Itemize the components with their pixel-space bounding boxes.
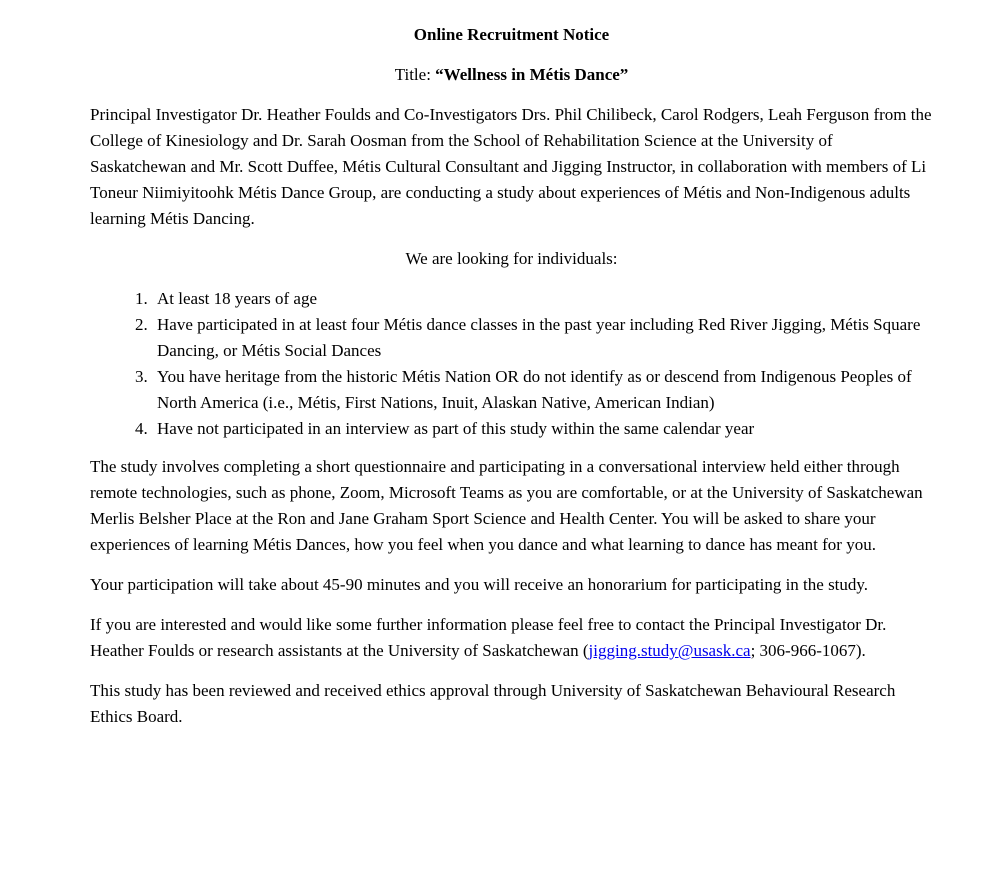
criteria-list — [90, 286, 933, 442]
email-link[interactable]: jigging.study@usask.ca — [588, 641, 751, 660]
document-heading: Online Recruitment Notice — [413, 25, 610, 44]
criteria-item-2: 2. Have participated in at least four Métis dance classes in the past year including Red River Jigging, Métis Square Dancing, or Métis Social Dances — [152, 312, 933, 364]
criteria-heading: We are looking for individuals: — [405, 249, 618, 268]
intro-paragraph: Principal Investigator Dr. Heather Foulds and Co-Investigators Drs. Phil Chilibeck, Carol Rodgers, Leah Ferguson from the College of Kinesiology and Dr. Sarah Oosman from the School of Rehabilitation Science at the University of Saskatchewan and Mr. Scott Duffee, Métis Cultural Consultant and Jigging Instructor, in collaboration with members of Li Toneur Niimiyitoohk Métis Dance Group, are conducting a study about experiences of Métis and Non-Indigenous adults learning Métis Dancing. — [90, 105, 932, 228]
contact-paragraph — [90, 612, 933, 664]
study-details-paragraph: The study involves completing a short questionnaire and participating in a conversational interview held either through remote technologies, such as phone, Zoom, Microsoft Teams as you are comfortable, or at the University of Saskatchewan Merlis Belsher Place at the Ron and Jane Graham Sport Science and Health Center. You will be asked to share your experiences of learning Métis Dances, how you feel when you dance and what learning to dance has meant for you. — [90, 457, 923, 554]
criteria-item-4: 4. Have not participated in an interview as part of this study within the same calendar year — [152, 416, 933, 442]
participation-paragraph: Your participation will take about 45-90 minutes and you will receive an honorarium for participating in the study. — [90, 575, 869, 594]
study-title: “Wellness in Métis Dance” — [435, 65, 629, 84]
criteria-item-1: 1. At least 18 years of age — [152, 286, 933, 312]
title-line — [90, 62, 933, 88]
criteria-item-3: 3. You have heritage from the historic Métis Nation OR do not identify as or descend from Indigenous Peoples of North America (i.e., Métis, First Nations, Inuit, Alaskan Native, American Indian) — [152, 364, 933, 416]
title-label: Title: — [394, 65, 436, 84]
contact-text-after: ; 306-966-1067). — [750, 641, 866, 660]
ethics-paragraph: This study has been reviewed and received ethics approval through University of Saskatchewan Behavioural Research Ethics Board. — [90, 681, 896, 726]
contact-text-before: If you are interested and would like some further information please feel free to contact the Principal Investigator Dr. Heather Foulds or research assistants at the University of Saskatchewan ( — [90, 615, 887, 660]
